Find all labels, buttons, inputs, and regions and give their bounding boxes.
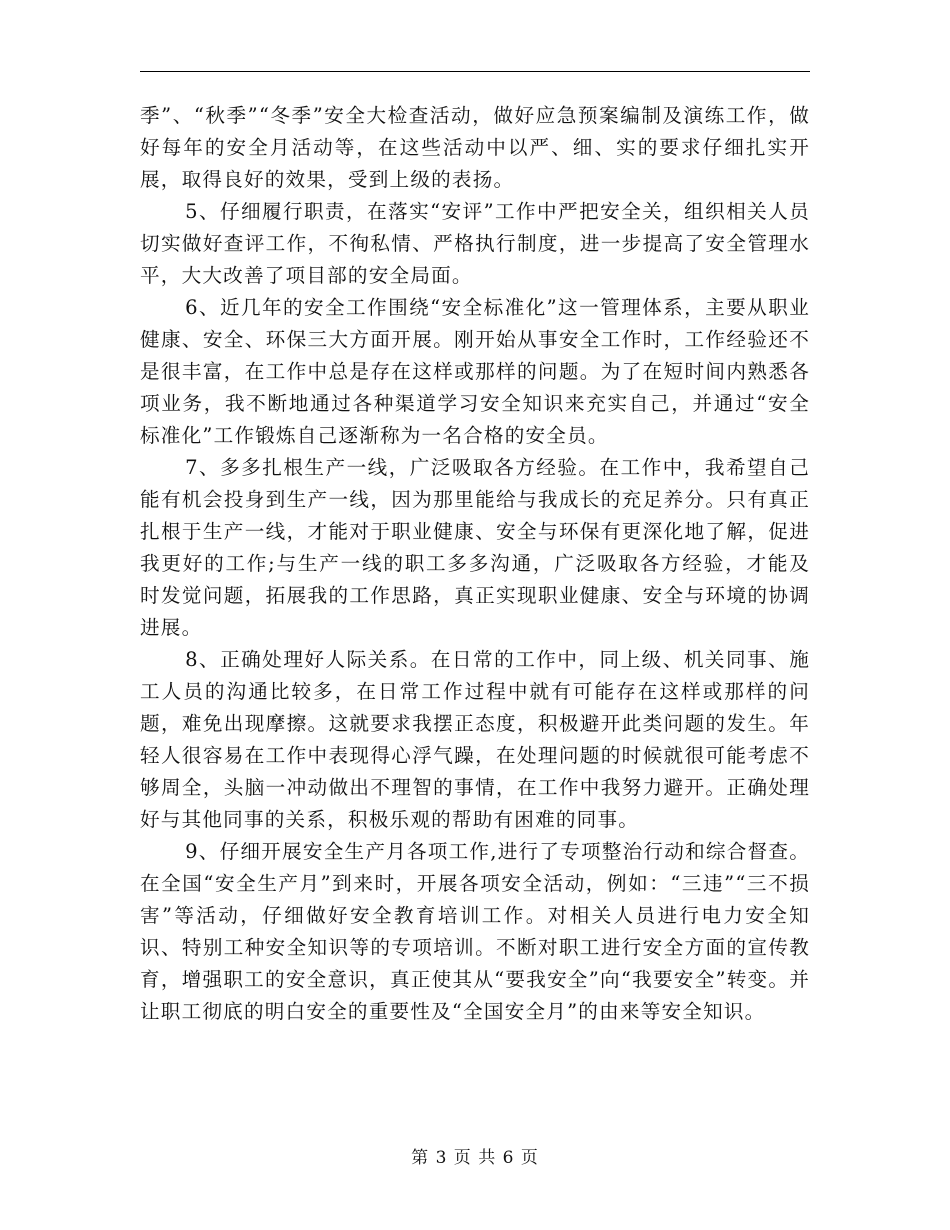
header-rule <box>140 71 810 72</box>
paragraph-5: 8、正确处理好人际关系。在日常的工作中，同上级、机关同事、施工人员的沟通比较多，在日常工作过程中就有可能存在这样或那样的问题，难免出现摩擦。这就要求我摆正态度，积极避开此类问题的发生。年轻人很容易在工作中表现得心浮气躁，在处理问题的时候就很可能考虑不够周全，头脑一冲动做出不理智的事情，在工作中我努力避开。正确处理好与其他同事的关系，积极乐观的帮助有困难的同事。 <box>140 648 810 831</box>
paragraph-6: 9、仔细开展安全生产月各项工作,进行了专项整治行动和综合督查。在全国“安全生产月”到来时，开展各项安全活动，例如：“三违”“三不损害”等活动，仔细做好安全教育培训工作。对相关人员进行电力安全知识、特别工种安全知识等的专项培训。不断对职工进行安全方面的宣传教育，增强职工的安全意识，真正使其从“要我安全”向“我要安全”转变。并让职工彻底的明白安全的重要性及“全国安全月”的由来等安全知识。 <box>140 840 810 1023</box>
document-body <box>140 100 810 1028</box>
page-number-footer: 第 3 页 共 6 页 <box>411 1148 539 1168</box>
paragraph-2: 5、仔细履行职责，在落实“安评”工作中严把安全关，组织相关人员切实做好查评工作，不徇私情、严格执行制度，进一步提高了安全管理水平，大大改善了项目部的安全局面。 <box>140 200 810 287</box>
paragraph-1: 季”、“秋季”“冬季”安全大检查活动，做好应急预案编制及演练工作，做好每年的安全月活动等，在这些活动中以严、细、实的要求仔细扎实开展，取得良好的效果，受到上级的表扬。 <box>140 104 810 191</box>
paragraph-4: 7、多多扎根生产一线，广泛吸取各方经验。在工作中，我希望自己能有机会投身到生产一线，因为那里能给与我成长的充足养分。只有真正扎根于生产一线，才能对于职业健康、安全与环保有更深化地了解，促进我更好的工作;与生产一线的职工多多沟通，广泛吸取各方经验，才能及时发觉问题，拓展我的工作思路，真正实现职业健康、安全与环境的协调进展。 <box>140 456 810 639</box>
paragraph-3: 6、近几年的安全工作围绕“安全标准化”这一管理体系，主要从职业健康、安全、环保三大方面开展。刚开始从事安全工作时，工作经验还不是很丰富，在工作中总是存在这样或那样的问题。为了在短时间内熟悉各项业务，我不断地通过各种渠道学习安全知识来充实自己，并通过“安全标准化”工作锻炼自己逐渐称为一名合格的安全员。 <box>140 296 810 447</box>
